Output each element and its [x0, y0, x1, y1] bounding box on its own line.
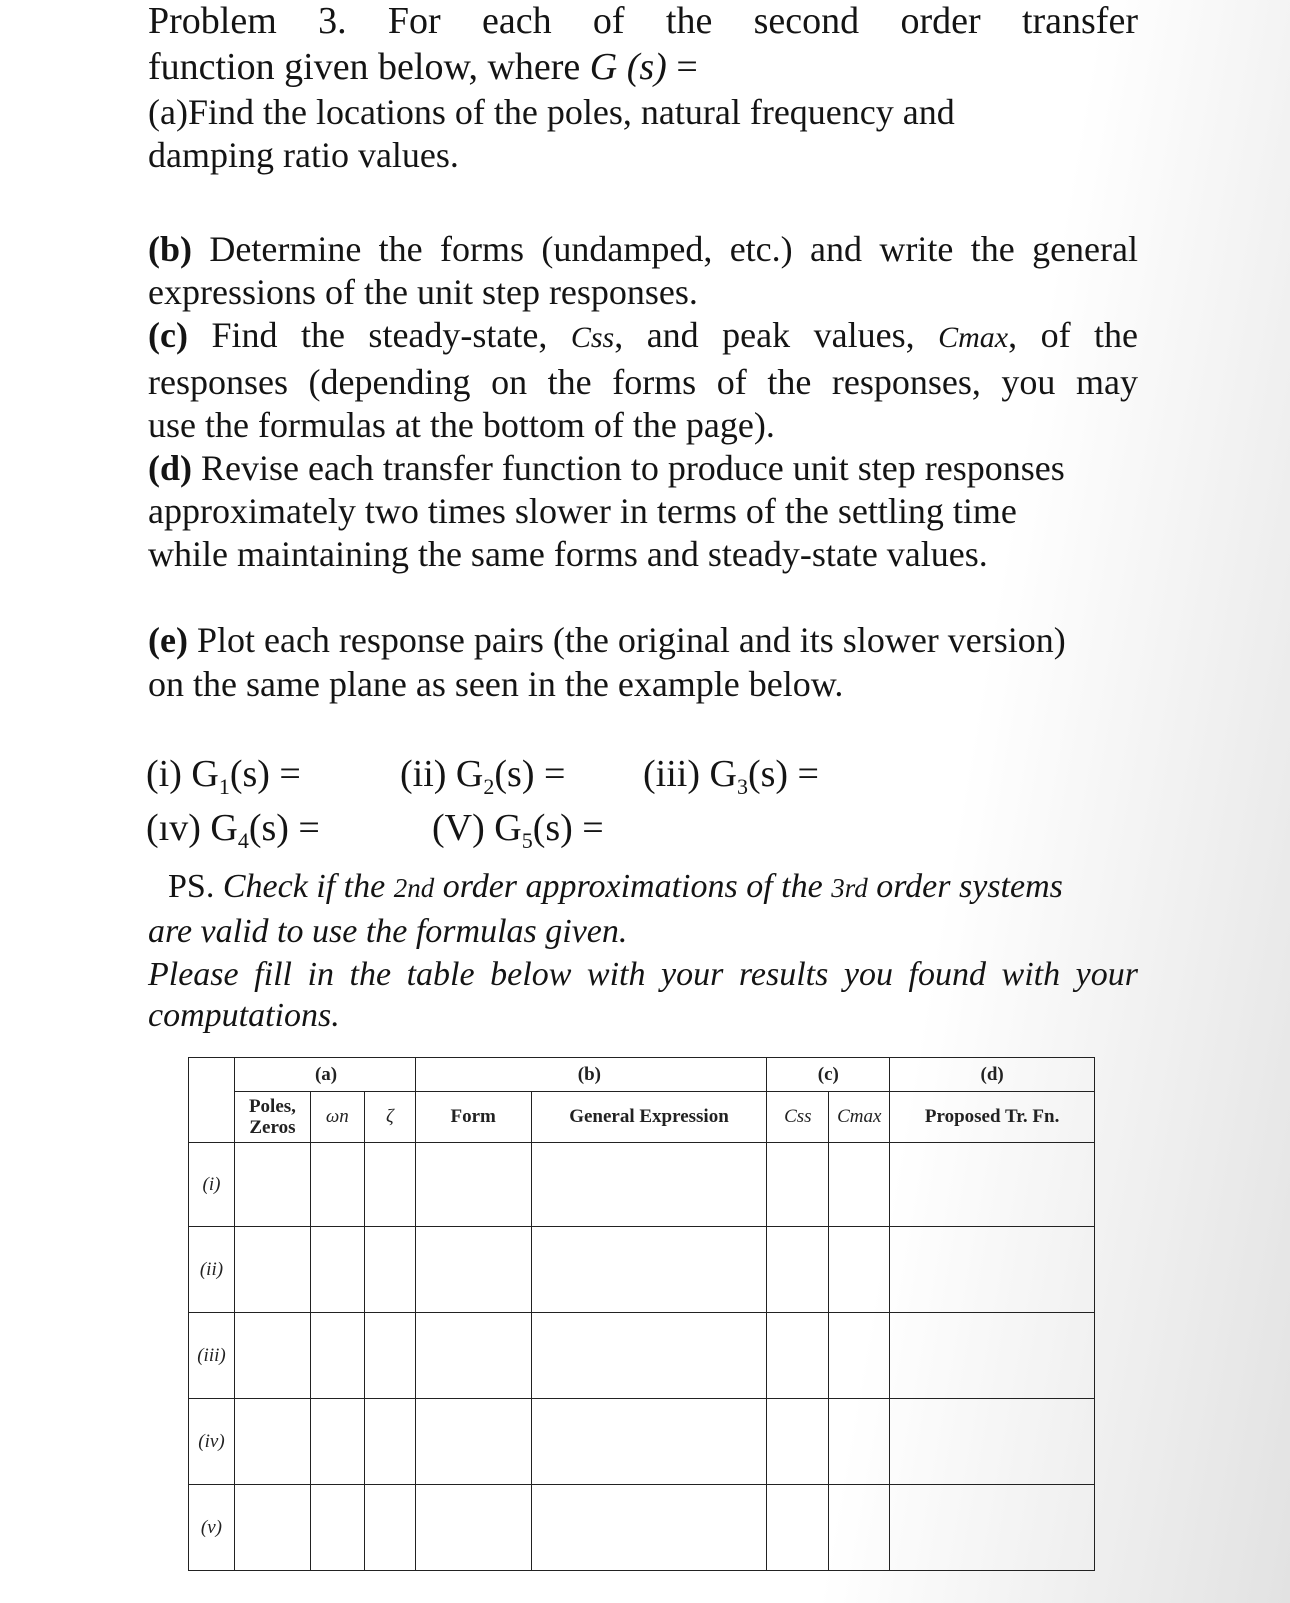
corner-cell — [189, 1058, 235, 1143]
part-c-line2: responses (depending on the forms of the responses, you may — [148, 362, 1138, 402]
cell-poles[interactable] — [234, 1227, 310, 1313]
g2-label — [400, 752, 565, 809]
cell-proposed[interactable] — [890, 1227, 1095, 1313]
table-row — [189, 1399, 1095, 1485]
g5-pre: (V) G — [432, 807, 522, 849]
col-form: Form — [415, 1092, 531, 1143]
cell-css[interactable] — [767, 1143, 829, 1227]
row-label-i: (i) — [189, 1143, 235, 1227]
cell-general[interactable] — [531, 1227, 767, 1313]
g1-label — [146, 752, 301, 809]
cell-poles[interactable] — [234, 1399, 310, 1485]
cell-wn[interactable] — [310, 1143, 364, 1227]
part-b-line1 — [148, 227, 1138, 271]
part-b-label: (b) — [148, 229, 192, 269]
table-row — [189, 1227, 1095, 1313]
g1-post: (s) = — [229, 753, 301, 795]
g2-post: (s) = — [494, 753, 566, 795]
ps-line2: are valid to use the formulas given. — [148, 913, 628, 950]
g5-label — [432, 806, 604, 863]
g4-post: (s) = — [248, 807, 320, 849]
part-b-text: Determine the forms (undamped, etc.) and write the general — [192, 229, 1138, 269]
cell-zeta[interactable] — [364, 1313, 415, 1399]
cell-wn[interactable] — [310, 1399, 364, 1485]
group-a-header: (a) — [234, 1058, 415, 1092]
part-d-line1 — [148, 446, 1138, 490]
g1-sub: 1 — [218, 774, 230, 799]
ps-text-3: order systems — [867, 868, 1063, 905]
row-label-iii: (iii) — [189, 1313, 235, 1399]
col-poles-zeros — [234, 1092, 310, 1143]
part-e-label: (e) — [148, 620, 188, 660]
cell-zeta[interactable] — [364, 1143, 415, 1227]
g3-pre: (iii) G — [643, 753, 737, 795]
equals-sign: = — [666, 46, 698, 88]
ps-line4: computations. — [148, 997, 340, 1034]
cell-form[interactable] — [415, 1313, 531, 1399]
part-c-text-b: , and peak values, — [614, 315, 939, 355]
ps-ord2: 2nd — [393, 873, 435, 903]
cell-cmax[interactable] — [829, 1143, 890, 1227]
part-d-line3: while maintaining the same forms and steady-state values. — [148, 534, 988, 574]
cell-wn[interactable] — [310, 1313, 364, 1399]
cell-proposed[interactable] — [890, 1143, 1095, 1227]
cell-proposed[interactable] — [890, 1485, 1095, 1571]
g5-post: (s) = — [532, 807, 604, 849]
css-symbol: Css — [570, 321, 615, 354]
part-a-line2: damping ratio values. — [148, 135, 459, 175]
g4-pre: (ıv) G — [146, 807, 238, 849]
cell-general[interactable] — [531, 1485, 767, 1571]
part-e-line2: on the same plane as seen in the example below. — [148, 664, 844, 704]
ps-text-2: order approximations of the — [434, 868, 832, 905]
cell-css[interactable] — [767, 1399, 829, 1485]
ps-line3: Please fill in the table below with your results you found with your — [148, 956, 1138, 993]
col-general-expression: General Expression — [531, 1092, 767, 1143]
problem-intro — [148, 0, 1138, 176]
problem-part-e — [148, 618, 1138, 706]
g3-sub: 3 — [736, 774, 748, 799]
cell-poles[interactable] — [234, 1313, 310, 1399]
g4-label — [146, 806, 320, 863]
group-c-header: (c) — [767, 1058, 890, 1092]
row-label-iv: (iv) — [189, 1399, 235, 1485]
g2-pre: (ii) G — [400, 753, 484, 795]
part-d-line2: approximately two times slower in terms of the settling time — [148, 491, 1017, 531]
ps-text-1: Check if the — [222, 868, 394, 905]
g4-sub: 4 — [237, 828, 249, 853]
part-d-label: (d) — [148, 448, 192, 488]
g1-pre: (i) G — [146, 753, 219, 795]
ps-note — [148, 865, 1138, 1036]
table-row — [189, 1313, 1095, 1399]
part-c-label: (c) — [148, 315, 188, 355]
cell-cmax[interactable] — [829, 1227, 890, 1313]
cell-general[interactable] — [531, 1313, 767, 1399]
group-d-header: (d) — [890, 1058, 1095, 1092]
row-label-ii: (ii) — [189, 1227, 235, 1313]
g5-sub: 5 — [521, 828, 533, 853]
part-e-line1 — [148, 618, 1138, 662]
table-column-header — [189, 1092, 1095, 1143]
cell-cmax[interactable] — [829, 1399, 890, 1485]
part-e-text: Plot each response pairs (the original and its slower version) — [187, 620, 1066, 660]
cmax-symbol: Cmax — [938, 321, 1009, 354]
col-zeros: Zeros — [249, 1117, 296, 1138]
g2-sub: 2 — [483, 774, 495, 799]
col-poles: Poles, — [248, 1096, 296, 1117]
part-c-text-a: Find the steady-state, — [187, 315, 571, 355]
part-c-line3: use the formulas at the bottom of the page). — [148, 405, 775, 445]
cell-form[interactable] — [415, 1485, 531, 1571]
ps-ord3: 3rd — [831, 873, 868, 903]
cell-form[interactable] — [415, 1143, 531, 1227]
cell-proposed[interactable] — [890, 1399, 1095, 1485]
problem-parts-bcd — [148, 227, 1138, 576]
cell-wn[interactable] — [310, 1485, 364, 1571]
cell-css[interactable] — [767, 1313, 829, 1399]
problem-line2 — [148, 42, 1138, 92]
g3-post: (s) = — [747, 753, 819, 795]
part-c-text-c: , of the — [1008, 315, 1139, 355]
cell-wn[interactable] — [310, 1227, 364, 1313]
cell-zeta[interactable] — [364, 1227, 415, 1313]
row-label-v: (v) — [189, 1485, 235, 1571]
col-css: Css — [767, 1092, 829, 1143]
cell-css[interactable] — [767, 1227, 829, 1313]
table-row — [189, 1485, 1095, 1571]
cell-zeta[interactable] — [364, 1399, 415, 1485]
part-b-line2: expressions of the unit step responses. — [148, 272, 698, 312]
g3-label — [643, 752, 819, 809]
results-table — [188, 1057, 1095, 1571]
problem-line2-text: function given below, where — [148, 46, 590, 88]
cell-poles[interactable] — [234, 1143, 310, 1227]
col-proposed-tf: Proposed Tr. Fn. — [890, 1092, 1095, 1143]
col-cmax: Cmax — [829, 1092, 890, 1143]
cell-form[interactable] — [415, 1399, 531, 1485]
cell-cmax[interactable] — [829, 1313, 890, 1399]
cell-zeta[interactable] — [364, 1485, 415, 1571]
table-group-header — [189, 1058, 1095, 1092]
group-b-header: (b) — [415, 1058, 767, 1092]
col-wn: ωn — [310, 1092, 364, 1143]
cell-cmax[interactable] — [829, 1485, 890, 1571]
ps-line1 — [148, 865, 1138, 910]
cell-proposed[interactable] — [890, 1313, 1095, 1399]
cell-poles[interactable] — [234, 1485, 310, 1571]
part-c-line1 — [148, 313, 1138, 360]
cell-css[interactable] — [767, 1485, 829, 1571]
cell-form[interactable] — [415, 1227, 531, 1313]
table-row — [189, 1143, 1095, 1227]
cell-general[interactable] — [531, 1143, 767, 1227]
col-zeta: ζ — [364, 1092, 415, 1143]
part-a-line1: (a)Find the locations of the poles, natural frequency and — [148, 92, 955, 132]
part-d-text: Revise each transfer function to produce unit step responses — [192, 448, 1065, 488]
ps-prefix: PS. — [168, 868, 223, 905]
g-of-s: G (s) — [589, 46, 667, 88]
problem-title-line: Problem 3. For each of the second order transfer — [148, 0, 1138, 42]
cell-general[interactable] — [531, 1399, 767, 1485]
